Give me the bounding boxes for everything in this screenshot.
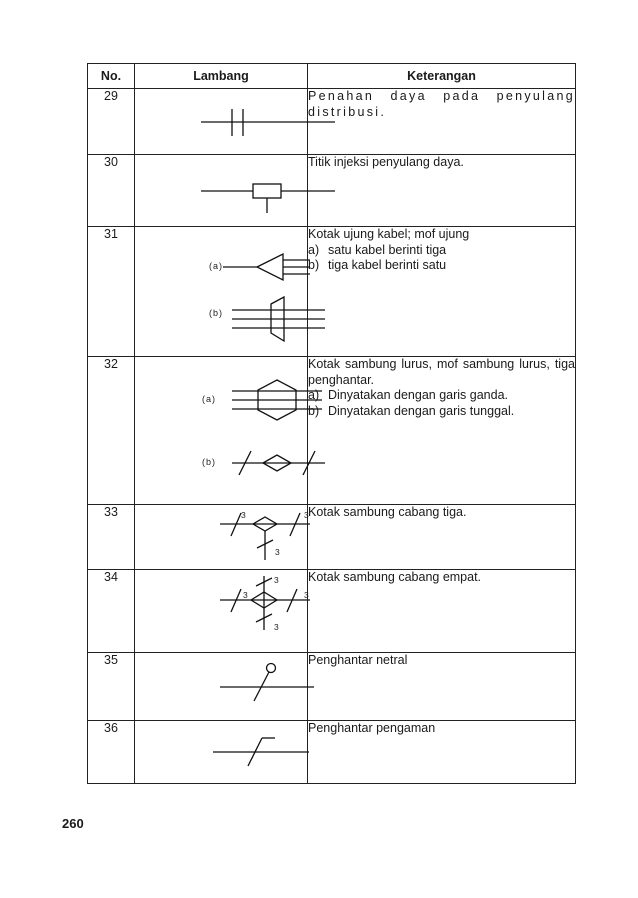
description-cell (308, 357, 576, 505)
list-item (308, 258, 575, 274)
branch-mark: 3 (304, 590, 309, 600)
header-no: No. (88, 64, 135, 89)
straight-joint-box-symbols (135, 357, 308, 503)
branch-mark: 3 (275, 547, 280, 557)
list-item-text: tiga kabel berinti satu (328, 258, 447, 272)
list-item (308, 404, 575, 420)
branch-mark: 3 (304, 510, 309, 520)
symbol-label-a: (a) (202, 394, 216, 404)
list-item (308, 243, 575, 259)
description-cell (308, 570, 576, 653)
description-cell (308, 505, 576, 570)
description-cell (308, 227, 576, 357)
row-number: 35 (88, 653, 135, 721)
row-number: 29 (88, 89, 135, 155)
table-row (88, 505, 576, 570)
list-item-text: satu kabel berinti tiga (328, 242, 447, 257)
cable-end-box-a-icon (223, 254, 310, 280)
symbol-cell (135, 89, 308, 155)
symbol-cell (135, 570, 308, 653)
symbol-label-b: (b) (209, 308, 223, 318)
table-row (88, 570, 576, 653)
description-text: Titik injeksi penyulang daya. (308, 155, 464, 169)
description-text: Penahan daya pada penyulang distribusi. (308, 89, 575, 119)
branch-mark: 3 (241, 510, 246, 520)
power-limiter-symbol (135, 89, 308, 153)
description-text: Penghantar netral (308, 653, 408, 667)
list-item-label: b) (308, 403, 320, 418)
description-text: Kotak sambung cabang tiga. (308, 505, 467, 519)
description-text: Kotak ujung kabel; mof ujung (308, 227, 470, 241)
row-number: 31 (88, 227, 135, 357)
list-item-label: b) (308, 258, 320, 272)
symbol-cell (135, 357, 308, 505)
row-number: 32 (88, 357, 135, 505)
symbol-cell (135, 505, 308, 570)
page-number: 260 (62, 816, 84, 831)
description-cell (308, 89, 576, 155)
list-item (308, 388, 575, 404)
branch-mark: 3 (274, 622, 279, 632)
symbol-cell (135, 227, 308, 357)
table-row (88, 357, 576, 505)
symbol-cell (135, 721, 308, 784)
symbol-cell (135, 155, 308, 227)
neutral-conductor-symbol (135, 653, 308, 719)
three-way-branch-box-symbol (135, 505, 308, 568)
header-description: Keterangan (308, 64, 576, 89)
table-row (88, 227, 576, 357)
list-item-label: a) (308, 242, 320, 257)
cable-end-box-symbols (135, 227, 308, 355)
table-header-row (88, 64, 576, 89)
list-item-text: Dinyatakan dengan garis tunggal. (328, 403, 515, 418)
table-row (88, 89, 576, 155)
symbol-cell (135, 653, 308, 721)
row-number: 36 (88, 721, 135, 784)
description-text: Penghantar pengaman (308, 721, 436, 735)
protective-conductor-symbol (135, 721, 308, 782)
row-number: 30 (88, 155, 135, 227)
four-way-branch-box-symbol (135, 570, 308, 651)
branch-mark: 3 (274, 575, 279, 585)
table-row (88, 721, 576, 784)
description-cell (308, 155, 576, 227)
description-cell (308, 653, 576, 721)
injection-point-symbol (135, 155, 308, 225)
row-number: 34 (88, 570, 135, 653)
description-text: Kotak sambung cabang empat. (308, 570, 482, 584)
symbol-label-a: (a) (209, 261, 223, 271)
list-item-label: a) (308, 388, 320, 402)
table-row (88, 653, 576, 721)
list-item-text: Dinyatakan dengan garis ganda. (328, 388, 508, 402)
symbol-table (87, 63, 576, 784)
branch-mark: 3 (243, 590, 248, 600)
header-symbol: Lambang (135, 64, 308, 89)
table-row (88, 155, 576, 227)
description-text: Kotak sambung lurus, mof sambung lurus, tiga penghantar. (308, 357, 575, 387)
description-cell (308, 721, 576, 784)
row-number: 33 (88, 505, 135, 570)
symbol-label-b: (b) (202, 457, 216, 467)
